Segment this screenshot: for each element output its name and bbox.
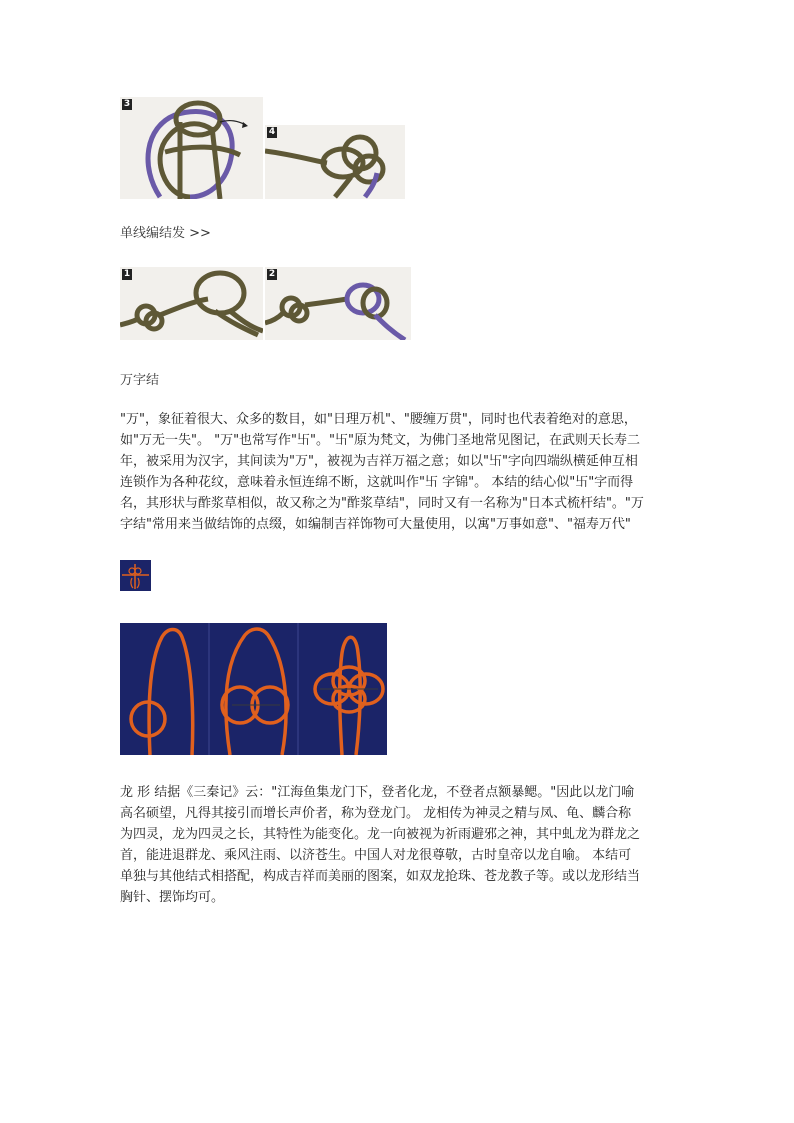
knot-step-2-photo: [265, 267, 411, 340]
knot-step-1-photo: [120, 267, 263, 340]
knot-thumbnail: [120, 560, 151, 591]
paragraph-line: 胸针、摆饰均可。: [120, 890, 225, 905]
single-cord-caption: 单线编结发 >>: [120, 226, 211, 241]
paragraph-line: 单独与其他结式相搭配，构成吉祥而美丽的图案，如双龙抢珠、苍龙教子等。或以龙形结当: [120, 869, 641, 884]
paragraph-line: 首，能进退群龙、乘风注雨、以济苍生。中国人对龙很尊敬，古时皇帝以龙自喻。 本结可: [120, 848, 632, 863]
knot-step-3-photo: [120, 97, 263, 199]
dragon-knot-paragraph: [120, 782, 680, 908]
knot-step-4-photo: [265, 125, 405, 199]
paragraph-line: 年，被采用为汉字，其间读为"万"，被视为吉祥万福之意；如以"卐"字向四端纵横延伸互相: [120, 454, 638, 469]
paragraph-line: 名，其形状与酢浆草相似，故又称之为"酢浆草结"，同时又有一名称为"日本式梳杆结"。"万: [120, 496, 644, 511]
dragon-knot-diagram: [120, 623, 387, 755]
paragraph-line: 为四灵，龙为四灵之长，其特性为能变化。龙一向被视为祈雨避邪之神，其中虬龙为群龙之: [120, 827, 641, 842]
step-number-badge: 1: [123, 269, 131, 279]
paragraph-line: 如"万无一失"。 "万"也常写作"卐"。"卐"原为梵文，为佛门圣地常见图记，在武则天长寿二: [120, 433, 640, 448]
step-number-badge: 4: [268, 127, 276, 137]
paragraph-line: 龙 形 结据《三秦记》云："江海鱼集龙门下，登者化龙，不登者点额暴鳃。"因此以龙门喻: [120, 785, 635, 800]
paragraph-line: 字结"常用来当做结饰的点缀，如编制吉祥饰物可大量使用，以寓"万事如意"、"福寿万代": [120, 517, 631, 532]
paragraph-line: 连锁作为各种花纹，意味着永恒连绵不断，这就叫作"卐 字锦"。 本结的结心似"卐"字而得: [120, 475, 634, 490]
step-number-badge: 3: [123, 99, 131, 109]
wanzi-knot-title: 万字结: [120, 373, 160, 388]
paragraph-line: "万"，象征着很大、众多的数目，如"日理万机"、"腰缠万贯"，同时也代表着绝对的意思，: [120, 412, 637, 427]
paragraph-line: 高名硕望，凡得其接引而增长声价者，称为登龙门。 龙相传为神灵之精与凤、龟、麟合称: [120, 806, 632, 821]
wanzi-knot-paragraph: [120, 409, 680, 535]
step-number-badge: 2: [268, 269, 276, 279]
